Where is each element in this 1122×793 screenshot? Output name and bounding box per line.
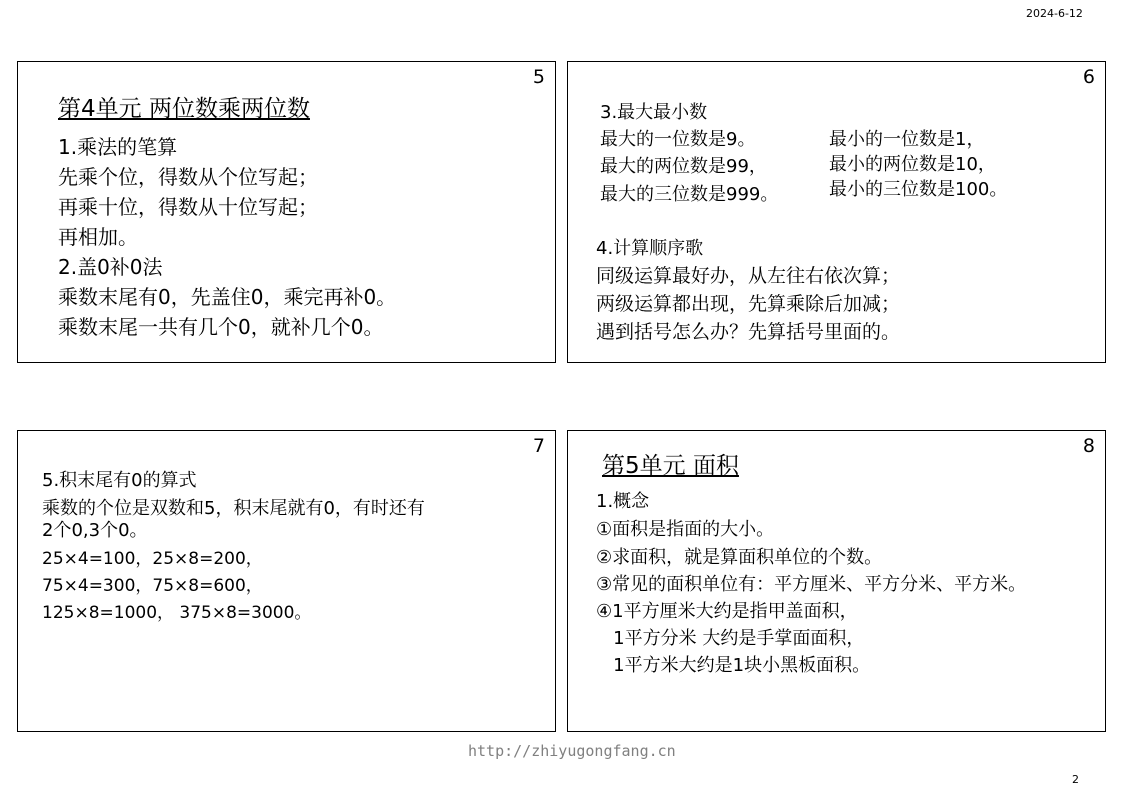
slide-line: 再乘十位，得数从十位写起； [58,195,318,219]
slide-line: 最小的三位数是100。 [829,179,1008,200]
slide-line: 最小的一位数是1， [829,129,985,150]
footer-url: http://zhiyugongfang.cn [468,742,676,760]
slide-line: 最大的一位数是9。 [600,129,756,150]
slide-8 [567,430,1106,732]
slide-line: 最大的两位数是99， [600,156,767,177]
slide-line: 1平方米大约是1块小黑板面积。 [596,655,871,676]
slide-line: ③常见的面积单位有：平方厘米、平方分米、平方米。 [596,574,1027,595]
slide-line: 遇到括号怎么办？先算括号里面的。 [596,321,901,343]
slide-line: 最大的三位数是999。 [600,184,779,205]
slide-line: 最小的两位数是10， [829,154,996,175]
slide-line: 1.乘法的笔算 [58,135,178,159]
slide-line: ①面积是指面的大小。 [596,519,775,540]
section-heading: 4.计算顺序歌 [596,238,704,259]
slide-line: 1平方分米 大约是手掌面面积， [596,628,865,649]
slide-number: 7 [532,435,545,457]
slide-6 [567,61,1106,363]
slide-line: 125×8=1000， 375×8=3000。 [42,603,312,623]
slide-line: 1.概念 [596,491,650,512]
slide-number: 5 [532,66,545,88]
slide-line: ④1平方厘米大约是指甲盖面积， [596,601,858,622]
slide-line: 再相加。 [58,225,138,249]
slide-line: 乘数末尾有0，先盖住0，乘完再补0。 [58,285,397,309]
slide-title: 第5单元 面积 [602,453,739,479]
slide-line: ②求面积，就是算面积单位的个数。 [596,547,883,568]
slide-line: 75×4=300，75×8=600， [42,576,263,596]
section-heading: 3.最大最小数 [600,102,708,123]
slide-line: 先乘个位，得数从个位写起； [58,165,318,189]
slide-7 [17,430,556,732]
slide-number: 6 [1082,66,1095,88]
slide-line: 同级运算最好办，从左往右依次算； [596,265,901,287]
date-stamp: 2024-6-12 [1026,7,1083,20]
page-number: 2 [1072,773,1079,786]
slide-number: 8 [1082,435,1095,457]
slide-line: 乘数的个位是双数和5，积末尾就有0，有时还有 [42,498,425,519]
slide-5 [17,61,556,363]
slide-line: 25×4=100，25×8=200， [42,549,263,569]
slide-line: 两级运算都出现，先算乘除后加减； [596,293,901,315]
slide-line: 2个0,3个0。 [42,520,148,541]
slide-line: 2.盖0补0法 [58,255,163,279]
section-heading: 5.积末尾有0的算式 [42,470,197,491]
slide-title: 第4单元 两位数乘两位数 [58,96,310,122]
slide-line: 乘数末尾一共有几个0，就补几个0。 [58,315,384,339]
